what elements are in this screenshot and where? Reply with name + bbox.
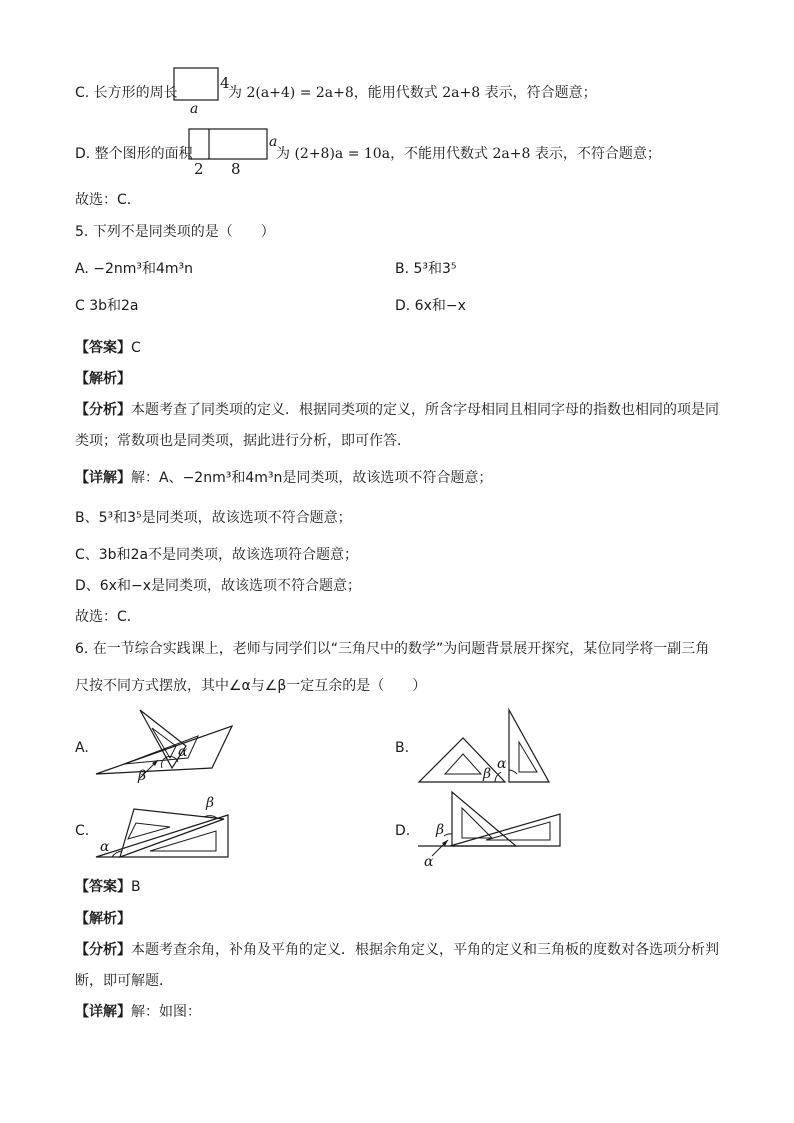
q4c-prefix: C. 长方形的周长 [75, 85, 178, 101]
q6-fenxi-2: 断，即可解题． [75, 973, 173, 989]
q5-fenxi-2: 类项；常数项也是同类项，据此进行分析，即可作答． [75, 433, 411, 449]
rect-side-4: 4 [220, 74, 230, 92]
answer-value: C [131, 340, 141, 356]
q4d-suffix: ，不能用代数式 2a+8 表示，不符合题意； [390, 146, 661, 162]
q4c-suffix: ，能用代数式 2a+8 表示，符合题意； [353, 85, 597, 101]
fig-b-alpha: α [497, 756, 507, 772]
answer-tag: 【答案】 [75, 340, 131, 356]
q5-option-a: A. −2nm³和4m³n [75, 261, 194, 277]
q4-option-d [75, 144, 193, 164]
fenxi-text-1: 本题考查余角，补角及平角的定义．根据余角定义，平角的定义和三角板的度数对各选项分析判 [131, 942, 719, 958]
q6-label-a: A. [75, 740, 89, 756]
composite-rectangle-figure [187, 126, 287, 178]
fig-c-beta: β [206, 795, 215, 811]
detail-text: 解：如图： [131, 1004, 201, 1020]
q6-stem-2: 尺按不同方式摆放，其中∠α与∠β一定互余的是（ ） [75, 678, 427, 694]
detail-text-1: 解：A、−2nm³和4m³n是同类项，故该选项不符合题意； [131, 470, 493, 486]
rect-label-2: 2 [194, 160, 204, 178]
figure-c-triangles [92, 795, 237, 865]
q5-detail-1 [75, 468, 492, 488]
q5-fenxi-1 [75, 400, 719, 420]
q5-option-b: B. 5³和3⁵ [395, 261, 457, 277]
q4-choose: 故选：C． [75, 192, 141, 208]
fig-c-alpha: α [100, 839, 110, 855]
q5-stem: 5. 下列不是同类项的是（ ） [75, 224, 275, 240]
q5-detail-2: B、5³和3⁵是同类项，故该选项不符合题意； [75, 510, 352, 526]
detail-tag: 【详解】 [75, 470, 131, 486]
q4-option-c [75, 83, 178, 103]
fenxi-text-1: 本题考查了同类项的定义．根据同类项的定义，所含字母相同且相同字母的指数也相同的项是同 [131, 402, 719, 418]
q4d-expression [276, 144, 661, 164]
q6-detail [75, 1002, 201, 1022]
q6-label-b: B. [395, 740, 410, 756]
q5-jiexi: 【解析】 [75, 371, 131, 387]
answer-value: B [131, 879, 141, 895]
fig-d-alpha: α [424, 854, 434, 870]
fig-b-beta: β [483, 766, 492, 782]
q6-label-c: C. [75, 823, 90, 839]
q6-answer [75, 877, 141, 897]
fenxi-tag: 【分析】 [75, 942, 131, 958]
q4c-middle: 为 2(a+4) = 2a+8 [228, 85, 354, 101]
q4d-middle: 为 (2+8)a = 10a [276, 146, 391, 162]
rect-side-a: a [190, 101, 199, 117]
detail-tag: 【详解】 [75, 1004, 131, 1020]
q5-answer [75, 338, 141, 358]
rect-label-a: a [269, 134, 278, 150]
q5-detail-3: C、3b和2a不是同类项，故该选项符合题意； [75, 547, 359, 563]
q5-option-d: D. 6x和−x [395, 298, 466, 314]
fig-d-beta: β [436, 822, 445, 838]
q4c-expression [228, 83, 597, 103]
figure-b-triangles [415, 706, 555, 791]
fig-a-alpha: α [178, 744, 188, 760]
q6-label-d: D. [395, 823, 411, 839]
q4d-prefix: D. 整个图形的面积 [75, 146, 193, 162]
q5-choose: 故选：C． [75, 609, 141, 625]
figure-a-triangles [90, 706, 250, 791]
q5-option-c: C 3b和2a [75, 298, 139, 314]
q6-fenxi-1 [75, 940, 719, 960]
figure-d-triangles [416, 788, 571, 870]
answer-tag: 【答案】 [75, 879, 131, 895]
q6-stem-1: 6. 在一节综合实践课上，老师与同学们以“三角尺中的数学”为问题背景展开探究，某位同学将一副三角 [75, 641, 710, 657]
fig-a-beta: β [138, 768, 147, 784]
rect-label-8: 8 [231, 160, 241, 178]
fenxi-tag: 【分析】 [75, 402, 131, 418]
q5-detail-4: D、6x和−x是同类项，故该选项不符合题意； [75, 578, 361, 594]
q6-jiexi: 【解析】 [75, 911, 131, 927]
